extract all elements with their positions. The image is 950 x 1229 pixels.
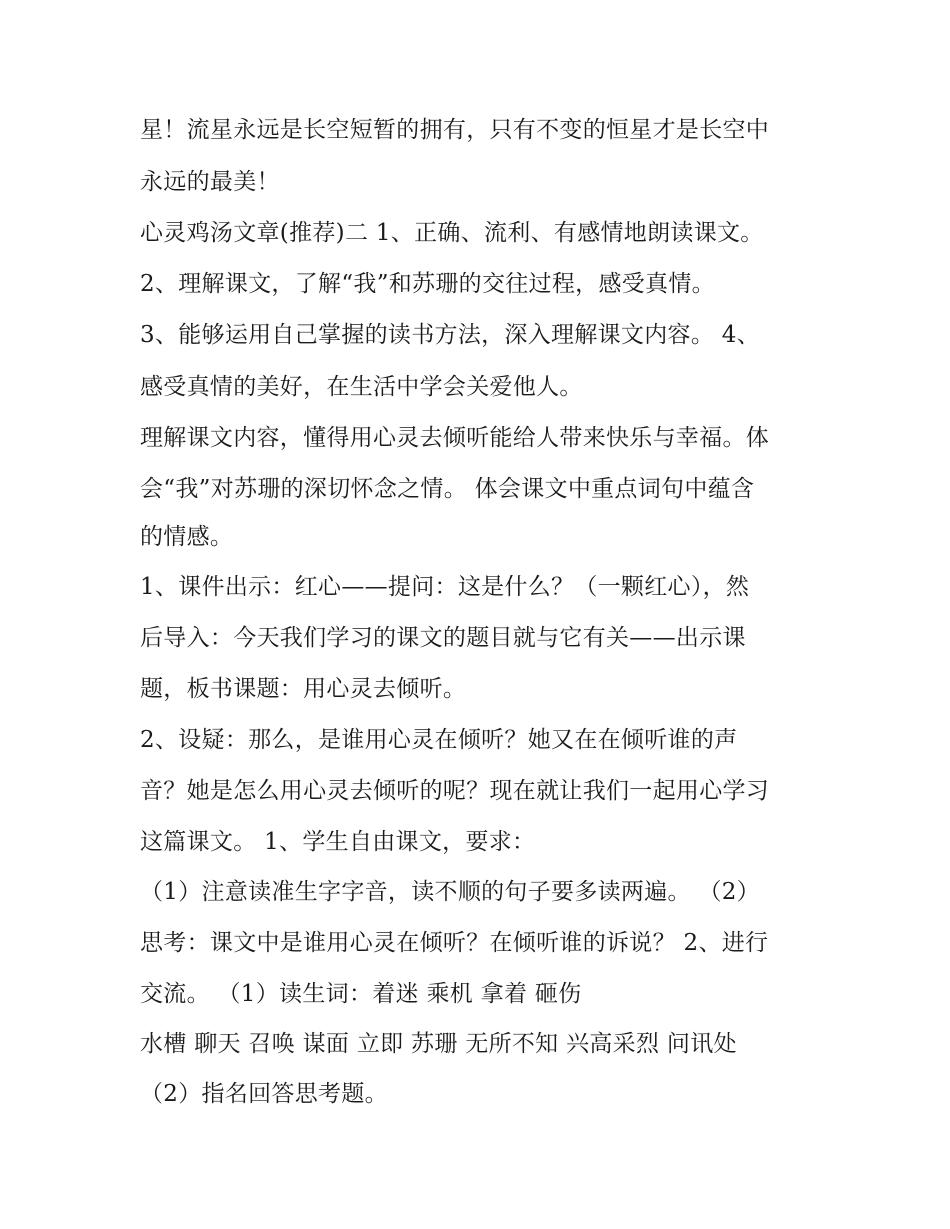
text-line: 永远的最美！ — [140, 169, 280, 195]
text-line: 题，板书课题：用心灵去倾听。 — [140, 676, 467, 702]
text-line: 会“我”对苏珊的深切怀念之情。 体会课文中重点词句中蕴含 — [140, 476, 755, 502]
text-line: （2）指名回答思考题。 — [140, 1081, 388, 1107]
text-line: 感受真情的美好，在生活中学会关爱他人。 — [140, 374, 583, 400]
text-line: 2、理解课文，了解“我”和苏珊的交往过程，感受真情。 — [140, 271, 715, 297]
text-line: 2、设疑：那么，是谁用心灵在倾听？她又在在倾听谁的声 — [140, 727, 738, 753]
text-line: 星！流星永远是长空短暂的拥有，只有不变的恒星才是长空中 — [140, 117, 770, 143]
text-line: 心灵鸡汤文章(推荐)二 1、正确、流利、有感情地朗读课文。 — [140, 220, 764, 246]
text-line: 音？她是怎么用心灵去倾听的呢？现在就让我们一起用心学习 — [140, 778, 770, 804]
text-line: 3、能够运用自己掌握的读书方法，深入理解课文内容。 4、 — [140, 322, 760, 348]
text-line: 的情感。 — [140, 524, 234, 550]
text-line: （1）注意读准生字字音，读不顺的句子要多读两遍。 （2） — [140, 879, 760, 905]
text-line: 这篇课文。 1、学生自由课文，要求： — [140, 829, 536, 855]
text-line: 理解课文内容，懂得用心灵去倾听能给人带来快乐与幸福。体 — [140, 425, 770, 451]
text-line: 后导入：今天我们学习的课文的题目就与它有关——出示课 — [140, 625, 746, 651]
text-line: 1、课件出示：红心——提问：这是什么？（一颗红心），然 — [140, 574, 750, 600]
text-line: 交流。 （1）读生词：着迷 乘机 拿着 砸伤 — [140, 981, 582, 1007]
text-line: 思考：课文中是谁用心灵在倾听？在倾听谁的诉说？ 2、进行 — [140, 930, 769, 956]
text-line: 水槽 聊天 召唤 谋面 立即 苏珊 无所不知 兴高采烈 问讯处 — [140, 1031, 737, 1057]
